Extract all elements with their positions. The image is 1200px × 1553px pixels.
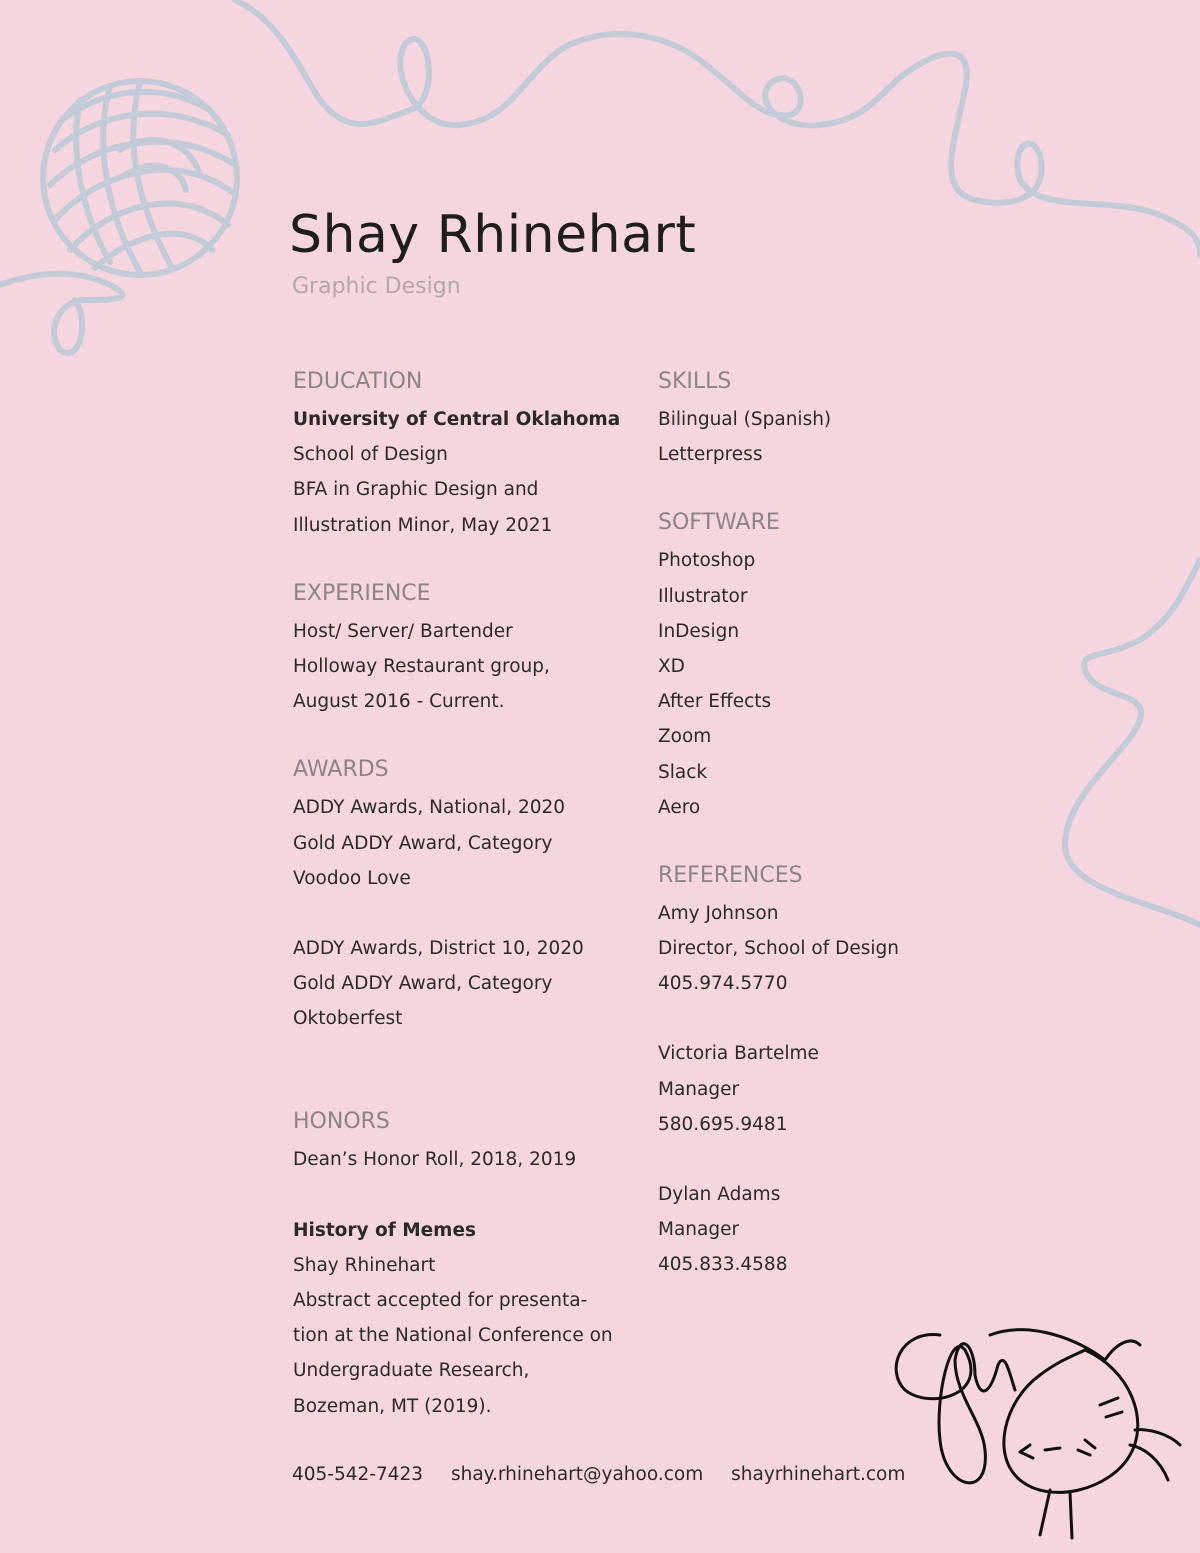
reference-phone: 580.695.9481 — [658, 1113, 788, 1135]
references-heading: REFERENCES — [658, 862, 803, 888]
award-line: ADDY Awards, District 10, 2020 — [293, 937, 584, 959]
presentation-line: Abstract accepted for presenta- — [293, 1290, 588, 1311]
yarn-ball-icon — [43, 81, 237, 275]
contact-footer — [292, 1464, 927, 1485]
reference-role: Manager — [658, 1219, 740, 1241]
education-line: School of Design — [293, 444, 448, 466]
right-column — [658, 366, 958, 1283]
award-line: Oktoberfest — [293, 1008, 403, 1030]
software-item: Illustrator — [658, 585, 748, 607]
presentation-title: History of Memes — [293, 1219, 477, 1241]
honors-line: Dean’s Honor Roll, 2018, 2019 — [293, 1149, 577, 1171]
software-item: Photoshop — [658, 550, 756, 572]
reference-phone: 405.974.5770 — [658, 973, 788, 995]
education-line: BFA in Graphic Design and — [293, 479, 539, 501]
software-item: InDesign — [658, 620, 740, 642]
software-item: After Effects — [658, 691, 772, 713]
software-item: Slack — [658, 761, 708, 783]
reference-name: Amy Johnson — [658, 902, 779, 924]
contact-email[interactable]: shay.rhinehart@yahoo.com — [450, 1464, 704, 1485]
experience-line: Holloway Restaurant group, — [293, 655, 550, 677]
experience-line: August 2016 - Current. — [293, 691, 505, 713]
education-line: Illustration Minor, May 2021 — [293, 514, 553, 536]
software-item: Zoom — [658, 726, 712, 748]
experience-heading: EXPERIENCE — [293, 580, 431, 606]
resume-name: Shay Rhinehart — [289, 205, 697, 265]
reference-phone: 405.833.4588 — [658, 1254, 788, 1276]
award-line: ADDY Awards, National, 2020 — [293, 797, 566, 819]
honors-heading: HONORS — [293, 1109, 390, 1135]
reference-role: Manager — [658, 1078, 740, 1100]
reference-name: Victoria Bartelme — [658, 1043, 819, 1065]
education-heading: EDUCATION — [293, 369, 423, 394]
software-item: XD — [658, 655, 685, 677]
presentation-line: Bozeman, MT (2019). — [293, 1395, 492, 1417]
award-line: Gold ADDY Award, Category — [293, 832, 553, 854]
experience-line: Host/ Server/ Bartender — [293, 620, 513, 642]
reference-role: Director, School of Design — [658, 938, 899, 960]
presentation-line: Undergraduate Research, — [293, 1360, 530, 1382]
education-school: University of Central Oklahoma — [293, 409, 621, 430]
software-heading: SOFTWARE — [658, 510, 780, 536]
left-column — [293, 366, 633, 1424]
awards-heading: AWARDS — [293, 757, 389, 783]
contact-website[interactable]: shayrhinehart.com — [731, 1464, 906, 1485]
skill-item: Bilingual (Spanish) — [658, 409, 832, 430]
skill-item: Letterpress — [658, 444, 763, 466]
contact-phone: 405-542-7423 — [292, 1464, 424, 1485]
skills-heading: SKILLS — [658, 369, 732, 394]
presentation-line: tion at the National Conference on — [293, 1325, 613, 1347]
reference-name: Dylan Adams — [658, 1184, 781, 1205]
award-line: Voodoo Love — [293, 867, 411, 889]
award-line: Gold ADDY Award, Category — [293, 973, 553, 995]
resume-title: Graphic Design — [292, 274, 461, 299]
software-item: Aero — [658, 796, 701, 818]
presentation-line: Shay Rhinehart — [293, 1254, 436, 1276]
